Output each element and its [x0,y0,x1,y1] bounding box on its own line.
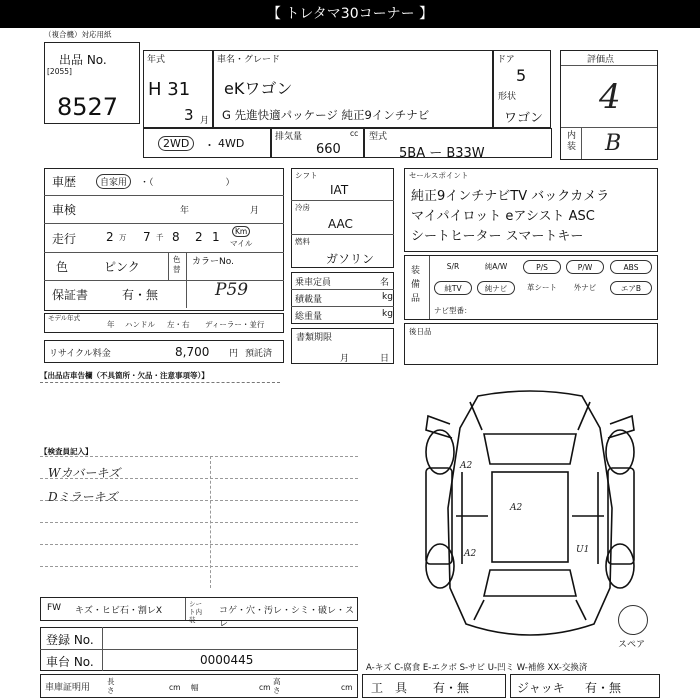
shape-label: 形状 [498,92,517,102]
drive-box [143,128,271,158]
seat-items: コゲ・穴・汚レ・シミ・破レ・スレ [219,606,355,629]
chassis-label: 車台 No. [46,655,94,669]
selling-point-line: 純正9インチナビTV バックカメラ [411,189,610,204]
mileage-unit-km: Km [232,226,250,237]
mileage-label: 走行 [52,232,77,246]
color-code-label: カラーNo. [192,257,234,267]
selling-point-line: シートヒーター スマートキー [411,229,584,244]
model-year-box [44,313,284,333]
row-div [44,195,284,196]
expiry-label: 書類期限 [296,333,333,343]
cert-width: 幅 [191,683,199,692]
recycle-value: 8,700 [175,345,210,359]
spec-div [291,200,394,201]
drive-sep: ・ [204,139,215,152]
year-era: H 31 [148,79,191,100]
expiry-box [291,328,394,364]
lot-stamp: [2055] [47,67,72,76]
selling-points-label: セールスポイント [409,171,469,180]
doors-value: 5 [516,66,527,85]
cert-box [40,674,358,698]
cap-div [291,289,394,290]
jack-value: 有・無 [585,681,622,695]
seat-label: シート内装 [189,600,202,624]
inspection-label: 車検 [52,203,77,217]
inspection-year: 年 [180,206,190,216]
mileage-d6: 1 [212,230,220,244]
displacement-value: 660 [316,142,341,157]
damage-mark-a2: A2 [460,461,473,471]
interior-divider [581,127,582,159]
mileage-d4: 8 [172,230,180,244]
aircon-label: 冷房 [295,203,310,212]
equip-chip: P/W [566,260,604,274]
color-change: 色替 [173,255,181,274]
selling-points-box [404,168,658,252]
damage-mark-a2: A2 [510,503,523,513]
recycle-deposit: 預託済 [245,349,273,359]
row-div [44,252,284,253]
cap-div [291,306,394,307]
spec-div [291,234,394,235]
equip-chip: 純A/W [484,262,508,271]
damage-mark-a2: A2 [464,549,477,559]
jack-label: ジャッキ [517,681,565,695]
inspector-note: Dミラーキズ [48,490,118,504]
header-banner: 【 トレタマ30コーナー 】 [0,0,700,28]
inspector-label: 【検査員記入】 [40,447,93,456]
capacity-label: 乗車定員 [295,278,332,288]
fw-label: FW [47,603,62,613]
insp-line [40,566,358,567]
equip-navi-model: ナビ型番： [434,306,472,315]
after-parts-label: 後日品 [409,327,432,336]
type-label: 型式 [369,132,388,142]
recycle-label: リサイクル料金 [49,349,111,359]
drive-4wd: 4WD [218,137,245,150]
spare-label: スペア [618,640,646,650]
color-label: 色 [56,260,69,274]
fw-items: キズ・ヒビ石・割レX [75,606,162,616]
color-div [168,252,169,280]
displacement-unit: cc [350,129,359,138]
lot-box [44,42,140,124]
type-box [364,128,552,161]
model-year-dealer: ディーラー・並行 [205,320,265,329]
expiry-month: 月 [340,354,350,364]
rating-divider-top [561,65,657,66]
insp-line [40,544,358,545]
recycle-unit: 円 [229,349,239,359]
year-box [143,50,213,128]
damage-mark-u1: U1 [576,545,590,555]
interior-label: 内装 [567,131,577,152]
mileage-d2: 7 [143,230,151,244]
header-note: （複合機）対応用紙 [44,30,112,39]
doors-box [493,50,551,128]
equipment-label: 装備品 [411,266,421,304]
color-value: ピンク [104,260,140,274]
model-year-label: モデル年式 [48,314,81,322]
tools-box [362,674,506,698]
displacement-label: 排気量 [275,132,303,142]
model-year-handle-opts: 左・右 [167,320,190,329]
cert-unit: cm [169,683,181,692]
expiry-day: 日 [380,354,390,364]
shift-label: シフト [295,171,318,180]
inspector-note: Wカバーキズ [48,466,121,480]
mileage-d0: 2 [106,230,114,244]
warranty-value: 有・無 [122,288,159,302]
equipment-div [429,256,430,319]
recycle-box [44,340,284,363]
equip-chip: 革シート [527,283,557,292]
lot-label: 出品 No. [59,53,107,67]
load-unit: kg [382,292,393,302]
inspection-month: 月 [250,206,260,216]
model-year-handle: ハンドル [125,320,155,329]
equip-chip: 純TV [434,281,472,295]
damage-legend: A-キズ C-腐食 E-エクボ S-サビ U-凹ミ W-補修 XX-交換済 [366,663,588,673]
cert-length: 長さ [107,677,115,695]
insp-line [40,456,358,457]
equip-chip: ABS [610,260,652,274]
type-value: 5BA ー B33W [399,146,485,161]
fw-div [185,598,186,620]
jack-box [510,674,660,698]
color-div2 [186,252,187,308]
cert-unit: cm [259,683,271,692]
year-month-unit: 月 [200,116,210,126]
mileage-d1: 万 [119,233,127,242]
model-grade: G 先進快適パッケージ 純正9インチナビ [222,108,430,122]
mileage-d3: 千 [156,233,164,242]
row-div [44,223,284,224]
history-label: 車歴 [52,175,77,189]
after-parts-box [404,323,658,365]
equip-chip: 純ナビ [477,281,515,295]
fuel-value: ガソリン [326,252,375,266]
rating-divider [561,127,657,128]
registration-label: 登録 No. [46,633,94,647]
color-code-value: P59 [215,280,249,300]
cert-unit: cm [341,683,353,692]
selling-point-line: マイパイロット eアシスト ASC [411,209,595,224]
equip-chip: 外ナビ [573,283,597,292]
rating-score: 4 [599,77,621,117]
drive-2wd: 2WD [158,136,194,151]
model-year-year: 年 [107,320,115,329]
capacity-unit: 名 [380,278,390,288]
reg-vdiv [102,627,103,671]
insp-line [40,522,358,523]
year-month: 3 [184,106,194,124]
seller-notes-label: 【出品店車告欄（不具箇所・欠品・注意事項等）】 [40,371,209,380]
doors-label: ドア [497,55,515,65]
mileage-d5: 2 [195,230,203,244]
model-name: eKワゴン [224,79,293,98]
rating-box [560,50,658,160]
chassis-value: 0000445 [200,653,254,667]
tools-value: 有・無 [433,681,470,695]
interior-value: B [605,131,622,156]
weight-unit: kg [382,309,393,319]
shift-value: IAT [330,183,349,197]
fw-box [40,597,358,629]
mileage-unit-mile: マイル [230,239,253,248]
tools-label: 工 具 [371,681,408,695]
shape-value: ワゴン [504,111,544,126]
insp-vline [210,456,211,588]
fuel-label: 燃料 [295,237,310,246]
warranty-label: 保証書 [52,288,89,302]
weight-label: 総重量 [295,312,323,322]
model-label: 車名・グレード [217,55,281,65]
equip-chip: S/R [446,262,460,271]
aircon-value: AAC [328,217,353,231]
model-box [213,50,493,128]
rating-label: 評価点 [587,55,615,65]
history-rest: ・（ ） [140,178,235,188]
cert-height: 高さ [273,677,281,695]
year-label: 年式 [147,55,166,65]
seller-notes-box [40,382,280,436]
equip-chip: P/S [523,260,561,274]
history-value: 自家用 [96,174,131,189]
lot-number: 8527 [57,93,119,121]
displacement-box [271,128,364,158]
equip-chip: エアB [610,281,652,295]
load-label: 積載量 [295,295,323,305]
spare-icon [618,605,648,635]
reg-div [40,649,358,650]
cert-label: 車庫証明用 [45,683,91,693]
